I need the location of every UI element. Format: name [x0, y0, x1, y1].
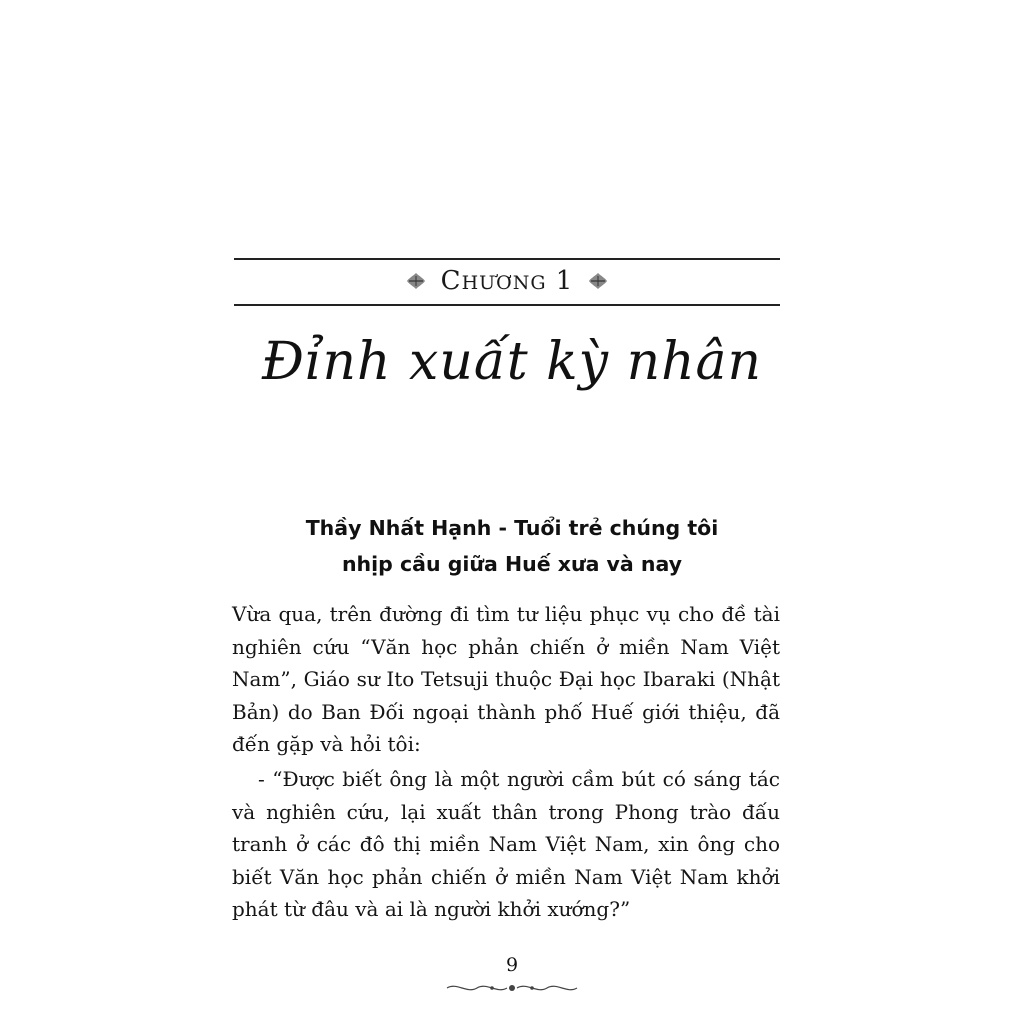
fleuron-ornament-icon [587, 270, 609, 292]
chapter-prefix-rest: HƯƠNG [461, 272, 547, 294]
chapter-label [441, 266, 574, 296]
chapter-title: Đỉnh xuất kỳ nhân [261, 332, 763, 392]
body-paragraph-1 [232, 598, 780, 761]
body-paragraph-2 [232, 763, 780, 926]
article-title-line-1: Thầy Nhất Hạnh - Tuổi trẻ chúng tôi [305, 516, 719, 540]
paragraph-text: Vừa qua, trên đường đi tìm tư liệu phục vụ cho đề tài nghiên cứu “Văn học phản chiến ở miền Nam Việt Nam”, Giáo sư Ito Tetsuji thuộc Đại học Ibaraki (Nhật Bản) do Ban Đối ngoại thành phố Huế giới thiệu, đã đến gặp và hỏi tôi: [232, 602, 780, 756]
flourish-ornament-icon [442, 980, 582, 996]
page-number: 9 [505, 954, 519, 976]
paragraph-text: - “Được biết ông là một người cầm bút có sáng tác và nghiên cứu, lại xuất thân trong Phong trào đấu tranh ở các đô thị miền Nam Việt Nam, xin ông cho biết Văn học phản chiến ở miền Nam Việt Nam khởi phát từ đâu và ai là người khởi xướng?” [232, 767, 780, 921]
article-title [200, 510, 824, 582]
article-title-line-2: nhịp cầu giữa Huế xưa và nay [341, 552, 683, 576]
chapter-prefix-initial: C [440, 266, 462, 296]
chapter-number: 1 [555, 266, 574, 296]
fleuron-ornament-icon [405, 270, 427, 292]
header-top-rule [234, 258, 780, 260]
chapter-heading [234, 262, 780, 300]
header-bottom-rule [234, 304, 780, 306]
